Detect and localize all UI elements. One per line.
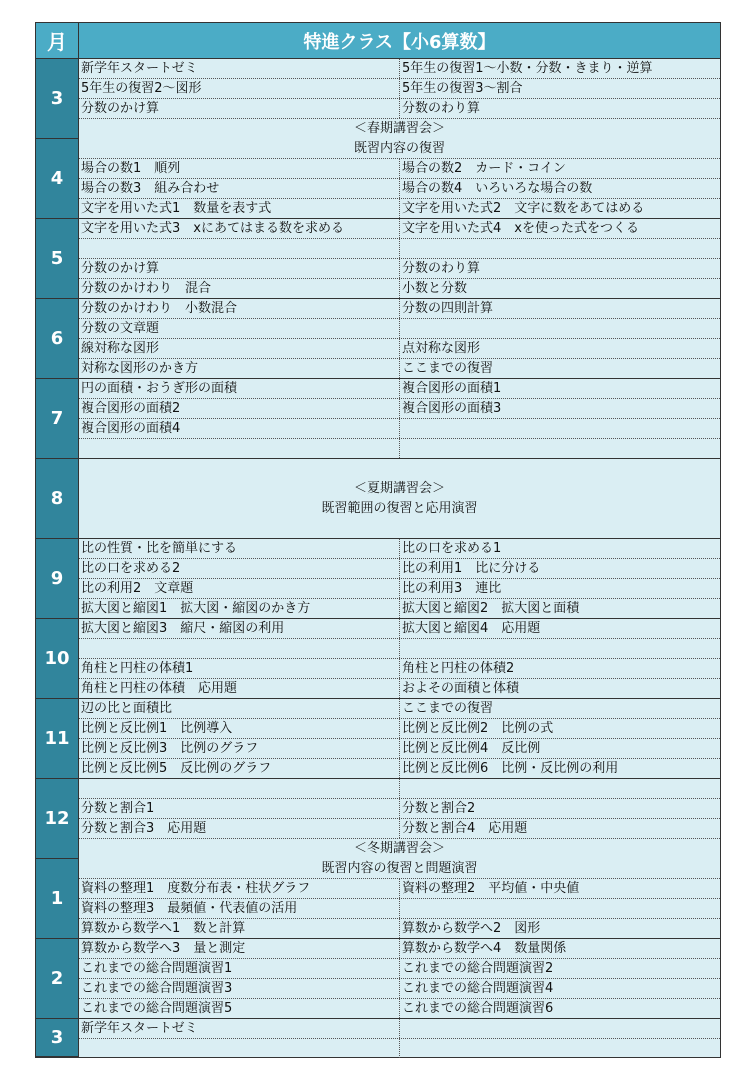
lesson-cell: 分数と割合1: [79, 799, 400, 818]
table-row: [79, 699, 720, 719]
lesson-cell: 算数から数学へ2 図形: [402, 921, 541, 936]
table-row: [79, 599, 720, 619]
table-row: [79, 379, 720, 399]
lesson-cell: これまでの総合問題演習1: [79, 959, 400, 978]
lesson-cell: 対称な図形のかき方: [79, 359, 400, 378]
table-row: [79, 239, 720, 259]
lesson-cell: [79, 1039, 400, 1058]
table-row: [79, 879, 720, 899]
lesson-cell: 分数のかけ算: [79, 259, 400, 278]
table-row: [79, 79, 720, 99]
table-row: [79, 439, 720, 459]
table-row: [79, 219, 720, 239]
table-row: [79, 1039, 720, 1057]
table-row: [79, 179, 720, 199]
lesson-cell: 文字を用いた式1 数量を表す式: [79, 199, 400, 218]
lesson-cell: 算数から数学へ3 量と測定: [79, 939, 400, 958]
month-cell: 4: [36, 139, 79, 219]
lesson-cell: 角柱と円柱の体積1: [79, 659, 400, 678]
lesson-cell: これまでの総合問題演習4: [402, 981, 554, 996]
table-row: [79, 99, 720, 119]
lesson-cell: 分数と割合2: [402, 801, 476, 816]
lesson-cell: 比例と反比例6 比例・反比例の利用: [402, 761, 619, 776]
lesson-cell: 場合の数2 カード・コイン: [402, 161, 566, 176]
lesson-cell: 複合図形の面積2: [79, 399, 400, 418]
table-row: [79, 259, 720, 279]
lesson-cell: 資料の整理1 度数分布表・柱状グラフ: [79, 879, 400, 898]
lesson-cell: 場合の数1 順列: [79, 159, 400, 178]
lesson-cell: 算数から数学へ1 数と計算: [79, 919, 400, 938]
table-row: [79, 939, 720, 959]
lesson-cell: 分数のかけ算: [79, 99, 400, 118]
lesson-cell: 比の利用2 文章題: [79, 579, 400, 598]
lesson-cell: およその面積と体積: [402, 681, 520, 696]
month-cell: 7: [36, 379, 79, 459]
lesson-cell: 比例と反比例4 反比例: [402, 741, 541, 756]
lesson-cell: これまでの総合問題演習3: [79, 979, 400, 998]
lesson-cell: これまでの総合問題演習2: [402, 961, 554, 976]
table-row: [79, 619, 720, 639]
lesson-cell: 分数のかけわり 小数混合: [79, 299, 400, 318]
lesson-cell: [400, 239, 720, 258]
lesson-cell: 点対称な図形: [402, 341, 481, 356]
lesson-cell: 算数から数学へ4 数量関係: [402, 941, 567, 956]
lesson-cell: 角柱と円柱の体積 応用題: [79, 679, 400, 698]
lesson-cell: 拡大図と縮図2 拡大図と面積: [402, 601, 580, 616]
table-row: [79, 659, 720, 679]
lesson-cell: 比例と反比例3 比例のグラフ: [79, 739, 400, 758]
lesson-cell: 分数の四則計算: [402, 301, 494, 316]
lesson-cell: これまでの総合問題演習5: [79, 999, 400, 1018]
table-row: [79, 999, 720, 1019]
table-row: [79, 359, 720, 379]
lesson-cell: 5年生の復習2～図形: [79, 79, 400, 98]
lesson-cell: 比例と反比例5 反比例のグラフ: [79, 759, 400, 778]
lesson-cell: [400, 1019, 720, 1038]
table-row: [79, 959, 720, 979]
lesson-cell: 比の口を求める1: [402, 541, 502, 556]
lesson-cell: 比例と反比例2 比例の式: [402, 721, 554, 736]
winter-session-block: [79, 839, 720, 879]
table-row: [79, 919, 720, 939]
lesson-cell: [79, 239, 400, 258]
lesson-cell: ここまでの復習: [402, 701, 494, 716]
session-title: ＜冬期講習会＞: [353, 840, 445, 856]
session-title: ＜春期講習会＞: [353, 120, 445, 136]
table-row: [79, 759, 720, 779]
month-cell: 11: [36, 699, 79, 779]
lesson-cell: 比の利用1 比に分ける: [402, 561, 541, 576]
table-row: [79, 639, 720, 659]
lesson-cell: 分数のわり算: [402, 261, 481, 276]
lesson-cell: 分数の文章題: [79, 319, 400, 338]
table-row: [79, 739, 720, 759]
lesson-cell: 小数と分数: [402, 281, 468, 296]
lesson-cell: [400, 419, 720, 438]
table-row: [79, 579, 720, 599]
lesson-cell: 拡大図と縮図4 応用題: [402, 621, 541, 636]
table-row: [79, 979, 720, 999]
lesson-cell: 新学年スタートゼミ: [79, 1019, 400, 1038]
table-row: [79, 799, 720, 819]
month-cell: 3: [36, 59, 79, 139]
month-cell: 12: [36, 779, 79, 859]
table-row: [79, 319, 720, 339]
month-cell: 9: [36, 539, 79, 619]
lesson-cell: [79, 439, 400, 458]
lesson-cell: [400, 779, 720, 798]
lesson-cell: [400, 1039, 720, 1058]
lesson-cell: 角柱と円柱の体積2: [402, 661, 515, 676]
lesson-cell: 拡大図と縮図3 縮尺・縮図の利用: [79, 619, 400, 638]
lesson-cell: [400, 319, 720, 338]
lesson-cell: ここまでの復習: [402, 361, 494, 376]
lesson-cell: 分数のわり算: [402, 101, 481, 116]
table-row: [79, 279, 720, 299]
table-title: 特進クラス【小6算数】: [79, 23, 720, 59]
lesson-cell: 文字を用いた式2 文字に数をあてはめる: [402, 201, 645, 216]
spring-session-block: [79, 119, 720, 159]
table-row: [79, 299, 720, 319]
session-description: 既習内容の復習と問題演習: [321, 860, 478, 876]
lesson-cell: 比の性質・比を簡単にする: [79, 539, 400, 558]
lesson-cell: [79, 779, 400, 798]
lesson-cell: 複合図形の面積1: [402, 381, 502, 396]
month-cell: 5: [36, 219, 79, 299]
table-row: [79, 559, 720, 579]
table-row: [79, 819, 720, 839]
month-cell: 8: [36, 459, 79, 539]
table-row: [79, 199, 720, 219]
lesson-cell: 円の面積・おうぎ形の面積: [79, 379, 400, 398]
lesson-cell: 辺の比と面積比: [79, 699, 400, 718]
table-row: [79, 59, 720, 79]
lesson-cell: [400, 899, 720, 918]
table-row: [79, 1019, 720, 1039]
lesson-cell: 新学年スタートゼミ: [79, 59, 400, 78]
month-cell: 10: [36, 619, 79, 699]
lesson-cell: [400, 639, 720, 658]
lesson-cell: 資料の整理3 最頻値・代表値の活用: [79, 899, 400, 918]
lesson-cell: 比例と反比例1 比例導入: [79, 719, 400, 738]
month-cell: 1: [36, 859, 79, 939]
lesson-cell: これまでの総合問題演習6: [402, 1001, 554, 1016]
table-row: [79, 679, 720, 699]
lesson-cell: 文字を用いた式3 xにあてはまる数を求める: [79, 219, 400, 238]
lesson-cell: 分数のかけわり 混合: [79, 279, 400, 298]
table-row: [79, 419, 720, 439]
month-column-header: 月: [36, 23, 79, 59]
lesson-cell: 拡大図と縮図1 拡大図・縮図のかき方: [79, 599, 400, 618]
month-cell: 2: [36, 939, 79, 1019]
table-row: [79, 779, 720, 799]
lesson-cell: 5年生の復習3～割合: [402, 81, 523, 96]
lesson-cell: 比の利用3 連比: [402, 581, 502, 596]
table-row: [79, 539, 720, 559]
month-cell: 3: [36, 1019, 79, 1057]
lesson-cell: 場合の数3 組み合わせ: [79, 179, 400, 198]
lesson-cell: 場合の数4 いろいろな場合の数: [402, 181, 593, 196]
lesson-cell: 複合図形の面積3: [402, 401, 502, 416]
table-row: [79, 899, 720, 919]
table-row: [79, 719, 720, 739]
lesson-cell: 複合図形の面積4: [79, 419, 400, 438]
month-cell: 6: [36, 299, 79, 379]
lesson-cell: 分数と割合4 応用題: [402, 821, 528, 836]
lesson-cell: 線対称な図形: [79, 339, 400, 358]
summer-session-block: [79, 459, 720, 539]
session-title: ＜夏期講習会＞: [353, 480, 445, 496]
lesson-cell: [79, 639, 400, 658]
session-description: 既習内容の復習: [353, 140, 445, 156]
table-row: [79, 399, 720, 419]
lesson-cell: 文字を用いた式4 xを使った式をつくる: [402, 221, 639, 236]
lesson-cell: 5年生の復習1～小数・分数・きまり・逆算: [402, 61, 653, 76]
lesson-cell: 比の口を求める2: [79, 559, 400, 578]
table-row: [79, 159, 720, 179]
lesson-cell: 分数と割合3 応用題: [79, 819, 400, 838]
table-row: [79, 339, 720, 359]
lesson-cell: 資料の整理2 平均値・中央値: [402, 881, 580, 896]
session-description: 既習範囲の復習と応用演習: [321, 500, 478, 516]
lesson-cell: [400, 439, 720, 458]
schedule-table: [35, 22, 721, 1058]
